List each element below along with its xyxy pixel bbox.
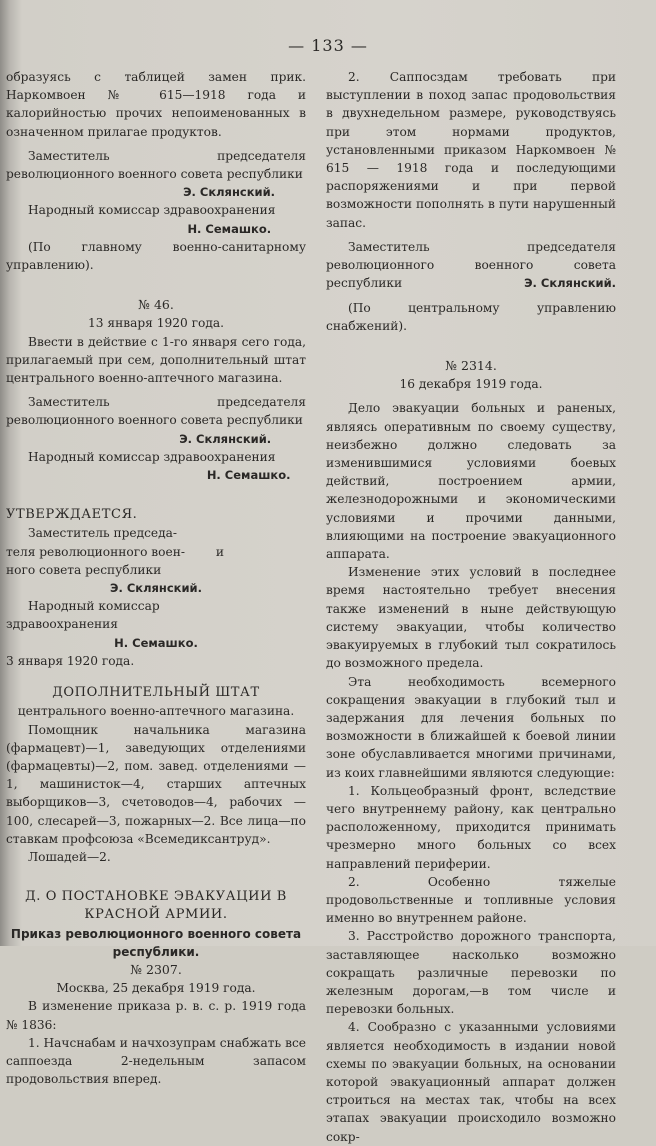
order-date: 16 декабря 1919 года. [399,377,543,392]
order-text: В изменение приказа р. в. с. р. 1919 года № 1836: [6,999,306,1032]
order-number: № 2307. [130,961,182,977]
approved-title: УТВЕРЖДАЕТСЯ. [6,507,138,523]
signature-name [6,466,306,484]
reason-item: 3. Расстройство дорожного транспорта, заставляющее насколько возможно сокращать различные перевозки по железным дорогам,—в том числе и перевозки больных. [326,929,616,1017]
signature-role: Заместитель председателя революционного военного совета республики [6,148,306,182]
signature-name [6,430,306,448]
signature-name-text: Э. Склянский. [524,276,616,291]
staff-subtitle: центрального военно-аптечного магазина. [17,704,295,719]
signature-role: Народный комиссар здравоохранения [28,449,276,464]
approved-line-text: теля революционного воен- [6,544,185,559]
signature-name-text: Э. Склянский. [110,581,202,596]
left-column [6,68,306,1088]
reason-item: 2. Особенно тяжелые продовольственные и топливные условия именно во внутреннем районе. [326,874,616,926]
approved-line: здравоохранения [6,617,118,632]
left-paragraph-1: образуясь с таблицей замен прик. Наркомвоен № 615—1918 года и калорийностью прочих непоименованных в означенном прилагае продуктов. [6,70,306,139]
signature-name-text: Э. Склянский. [179,431,272,446]
order-text: 1. Начснабам и начхозупрам снабжать все саппоезда 2-недельным запасом продовольствия вперед. [6,1035,306,1087]
department-note: (По центральному управлению снабжений). [326,300,616,333]
page-number: — 133 — [288,36,368,55]
approved-date: 3 января 1920 года. [6,653,135,668]
staff-text: Помощник начальника магазина (фармацевт)—1, заведующих отделениями (фармацевты)—2, пом. завед. отделениями — 1, машинисток—4, старших аптечных выборщиков—3, счетоводов—4, рабочих — 100, слесарей—3, пожарных—2. Все лица—по ставкам профсоюза «Всемедиксантруд». [6,722,306,846]
approved-line [6,543,306,561]
signature-role: Заместитель председателя революционного военного совета республики [326,239,616,291]
approved-and: и [215,544,225,559]
approved-line: ного совета республики [6,562,162,577]
signature-name-text: Н. Семашко. [114,635,198,650]
department-note: (По главному военно-санитарному управлению). [6,239,306,273]
order-date: 13 января 1920 года. [88,316,224,331]
reason-item: 4. Сообразно с указанными условиями является необходимость в издании новой схемы по эвакуации больных, на основании которой эвакуационный аппарат должен строиться на местах так, чтобы на всех этапах эвакуации происходило возможно сокр- [326,1020,616,1144]
signature-name [6,183,306,201]
signature-name-text: Н. Семашко. [187,221,272,236]
order-number: № 46. [138,297,174,313]
order-number: № 2314. [445,358,497,374]
section-order: Приказ революционного военного совета республики. [10,926,302,959]
right-column [326,68,616,1146]
right-paragraph-1: 2. Саппосздам требовать при выступлении в поход запас продовольствия в двухнедельном размере, руководствуясь при этом нормами продуктов, установленными приказом Наркомвоен № 615 — 1918 года и последующими распоряжениями и при первой возможности пополнять в пути нарушенный запас. [326,70,616,230]
order-text: Ввести в действие с 1-го января сего года, прилагаемый при сем, дополнительный штат центрального военно-аптечного магазина. [6,334,306,386]
signature-role: Народный комиссар здравоохранения [28,203,276,218]
order-text: Эта необходимость всемерного сокращения эвакуации в глубокий тыл и задержания для лечения больных по возможности в ближайшей к боевой линии зоне обуславливается многими причинами, из коих главнейшими являются следующие: [326,674,616,780]
approved-line: Заместитель председа- [28,526,178,541]
approved-line: Народный комиссар [28,599,160,614]
order-text: Дело эвакуации больных и раненых, являясь оперативным по своему существу, неизбежно должно следовать за изменившимися условиями боевых действий, построением армии, железнодорожными и экономическими условиями и прочими данными, влияющими на построение эвакуационного аппарата. [326,401,616,562]
order-text: Изменение этих условий в последнее время настоятельно требует внесения также изменений в ныне действующую систему эвакуации, чтобы количество эвакуируемых в глубокий тыл сократилось до возможного предела. [326,565,616,671]
staff-horses: Лошадей—2. [28,849,111,864]
reason-item: 1. Кольцеобразный фронт, вследствие чего внутреннему району, как центрально расположенному, приходится принимать чрезмерно много больных со всех направлений периферии. [326,783,616,871]
signature-name-text: Н. Семашко. [206,468,291,483]
signature-role: Заместитель председателя революционного военного совета республики [6,395,306,428]
signature-name [6,634,306,652]
signature-name [6,579,306,597]
signature-name [6,220,306,238]
section-title: Д. О ПОСТАНОВКЕ ЭВАКУАЦИИ В КРАСНОЙ АРМИИ. [25,889,287,923]
order-place-date: Москва, 25 декабря 1919 года. [56,981,256,996]
staff-title: ДОПОЛНИТЕЛЬНЫЙ ШТАТ [52,685,260,701]
signature-name-text: Э. Склянский. [183,185,275,200]
